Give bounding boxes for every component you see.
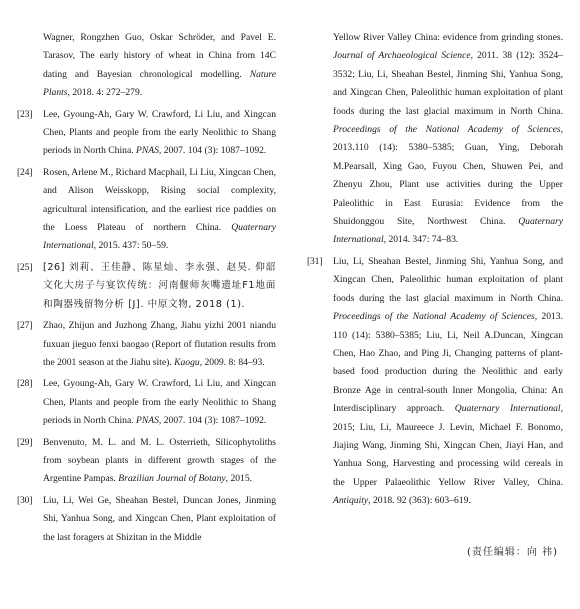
reference-27 — [17, 317, 276, 372]
reference-authors-title: Lee, Gyoung-Ah, Gary W. Crawford, Li Liu, and Xingcan Chen, Plants and people from the early Neolithic to Shang periods in North China. — [43, 108, 276, 157]
reference-citation: , 2007. 104 (3): 1087–1092. — [158, 415, 267, 427]
journal-name: Antiquity — [333, 495, 369, 507]
reference-citation: , 2009. 8: 84–93. — [199, 356, 265, 368]
reference-text: [26] 刘莉、王佳静、陈星灿、李永强、赵昊. 仰韶文化大房子与宴饮传统：河南偃师灰嘴遗址F1地面和陶器残留物分析 [J]. 中原文物, 2018 (1). — [43, 261, 276, 310]
reference-citation: , 2018. 92 (363): 603–619. — [368, 495, 471, 507]
reference-text — [43, 164, 276, 256]
reference-citation: , 2014. 347: 74–83. — [383, 234, 459, 246]
reference-authors-title: Rosen, Arlene M., Richard Macphail, Li Liu, Xingcan Chen, and Alison Weisskopp, Rising social complexity, agricultural intensification, and the earliest rice paddies on the Loess Plateau of northern China. — [43, 166, 276, 234]
reference-number: [31] — [307, 255, 323, 267]
reference-citation: , 2011. 38 (12): 3524–3532; Liu, Li, Sheahan Bestel, Jinming Shi, Yanhua Song, and Xingcan Chen, Paleolithic human exploitation of plant foods during the last glacial maximum in North China. — [333, 50, 563, 117]
journal-name: Quaternary International — [454, 403, 561, 415]
reference-25 — [17, 259, 276, 314]
reference-continuation — [17, 29, 276, 103]
journal-name: Proceedings of the National Academy of Sciences — [333, 124, 561, 136]
reference-citation: , 2007. 104 (3): 1087–1092. — [158, 145, 267, 157]
reference-citation: , 2015; Liu, Li, Maureece J. Levin, Michael F. Bonomo, Jiajing Wang, Jinming Shi, Xingcan Chen, Jiayi Han, and Yanhua Song, Harvesting and processing wild cereals in the Upper Palaeolithic Yellow River Valley, China. — [333, 403, 563, 488]
reference-citation: , 2018. 4: 272–279. — [67, 87, 143, 99]
reference-23 — [17, 106, 276, 161]
reference-30 — [17, 492, 276, 547]
journal-name: PNAS — [136, 415, 159, 427]
reference-citation: , 2015. 437: 50–59. — [93, 240, 169, 252]
reference-number: [27] — [17, 320, 33, 332]
reference-citation: , 2015. — [225, 473, 253, 485]
journal-name: Kaogu — [174, 356, 200, 368]
reference-text — [43, 434, 276, 489]
journal-name: Nature Plants — [43, 68, 276, 99]
reference-authors-title: Liu, Li, Sheahan Bestel, Jinming Shi, Yanhua Song, and Xingcan Chen, Paleolithic human exploitation of plant foods during the last glacial maximum in North China. — [333, 255, 563, 304]
reference-text — [43, 106, 276, 161]
reference-text: Liu, Li, Wei Ge, Sheahan Bestel, Duncan Jones, Jinming Shi, Yanhua Song, and Xingcan Chen, Plant exploitation of the last foragers at Shizitan in the Middle — [43, 494, 276, 543]
reference-text — [17, 29, 276, 103]
reference-authors-title: Benvenuto, M. L. and M. L. Osterrieth, Silicophytoliths from soybean plants in different growth stages of the Argentine Pampas. — [43, 436, 276, 485]
editor-note: (责任编辑：向 祎) — [467, 547, 558, 558]
reference-number: [25] — [17, 261, 33, 273]
reference-citation: , 2013.110 (14): 5380–5385; Guan, Ying, Deborah M.Pearsall, Xing Gao, Fuyou Chen, Shuwen Pei, and Zhenyu Zhou, Plant use activities during the Upper Paleolithic in East Eurasia: Evidence from the Shuidonggou Site, Northwest China. — [333, 124, 563, 228]
reference-text — [333, 253, 563, 511]
reference-authors-title: Yellow River Valley China: evidence from grinding stones. — [333, 32, 563, 43]
journal-name: Quaternary International — [333, 216, 563, 246]
journal-name: Quaternary International — [43, 222, 276, 252]
reference-text — [43, 375, 276, 430]
left-column — [17, 29, 276, 550]
reference-30-continuation — [307, 29, 563, 250]
reference-number: [30] — [17, 494, 33, 506]
reference-authors-title: Zhao, Zhijun and Juzhong Zhang, Jiahu yizhi 2001 niandu fuxuan jieguo fenxi baogao (Report of flutation results from the 2001 season at the Jiahu site). — [43, 320, 276, 368]
reference-authors-title: Wagner, Rongzhen Guo, Oskar Schröder, and Pavel E. Tarasov, The early history of wheat in China from 14C dating and Bayesian chronological modelling. — [43, 32, 276, 80]
reference-number: [24] — [17, 166, 33, 178]
reference-text — [43, 317, 276, 372]
reference-text — [307, 29, 563, 250]
reference-number: [28] — [17, 378, 33, 390]
reference-24 — [17, 164, 276, 256]
reference-citation: , 2013. 110 (14): 5380–5385; Liu, Li, Neil A.Duncan, Xingcan Chen, Hao Zhao, and Ping Ji, Changing patterns of plant-based food production during the Neolithic and early Bronze Age in central-south Inner Mongolia, China: An Interdisciplinary approach. — [333, 311, 563, 415]
reference-number: [29] — [17, 436, 33, 448]
journal-name: Brazilian Journal of Botany — [118, 473, 226, 485]
right-column — [307, 29, 563, 514]
reference-number: [23] — [17, 108, 33, 120]
reference-31 — [307, 253, 563, 511]
reference-29 — [17, 434, 276, 489]
reference-authors-title: Lee, Gyoung-Ah, Gary W. Crawford, Li Liu, and Xingcan Chen, Plants and people from the early Neolithic to Shang periods in North China. — [43, 378, 276, 427]
journal-name: Proceedings of the National Academy of Sciences — [333, 311, 535, 323]
journal-name: PNAS — [136, 145, 159, 157]
reference-28 — [17, 375, 276, 430]
journal-name: Journal of Archaeological Science — [333, 50, 471, 62]
